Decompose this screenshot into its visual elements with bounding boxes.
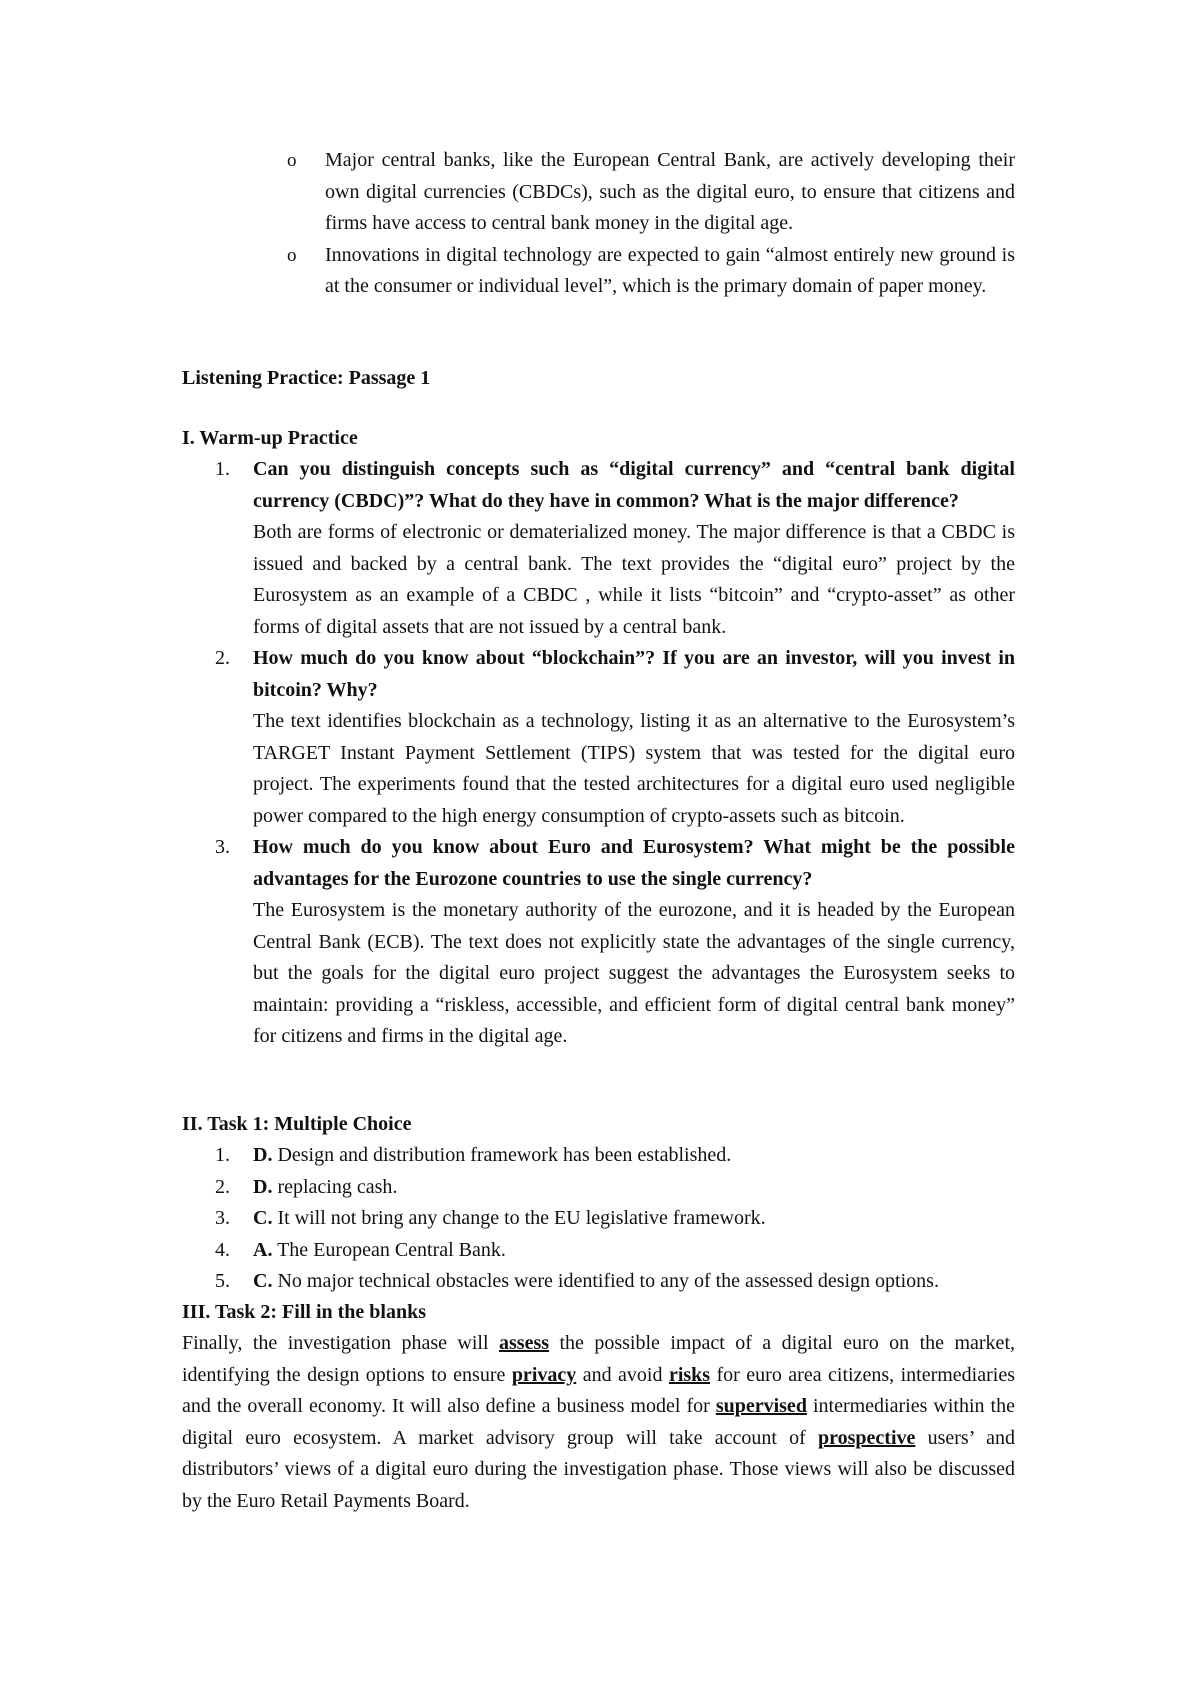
fill-answer: prospective — [817, 1426, 916, 1449]
question-number: 3. — [215, 836, 230, 858]
bullet-item — [285, 240, 1015, 303]
warmup-question — [215, 454, 1015, 643]
fill-in-paragraph — [182, 1328, 1015, 1517]
bullet-marker: o — [287, 244, 297, 266]
mc-text: The European Central Bank. — [277, 1238, 506, 1261]
mc-answer-item — [215, 1140, 1015, 1172]
mc-letter: C. — [253, 1270, 273, 1292]
question-text: How much do you know about “blockchain”? If you are an investor, will you invest in bitcoin? Why? — [253, 647, 1015, 701]
question-text: Can you distinguish concepts such as “digital currency” and “central bank digital currency (CBDC)”? What do they have in common? What is the major difference? — [253, 458, 1015, 512]
fill-text: for euro area citizens, intermediaries and the overall economy. It will also define a business model for — [182, 1363, 1015, 1417]
bullet-marker: o — [287, 150, 297, 171]
bullet-list — [285, 145, 1015, 303]
mc-number: 3. — [215, 1207, 230, 1229]
mc-text: replacing cash. — [277, 1175, 398, 1198]
mc-letter: D. — [253, 1175, 273, 1198]
mc-number: 1. — [215, 1144, 230, 1166]
mc-letter: A. — [253, 1238, 273, 1261]
task2-heading: III. Task 2: Fill in the blanks — [182, 1301, 426, 1323]
question-number: 2. — [215, 647, 230, 669]
fill-text: intermediaries within the digital euro ecosystem. A market advisory group will take account of — [182, 1395, 1015, 1449]
fill-answer: privacy — [511, 1363, 577, 1386]
fill-text: the possible impact of a digital euro on the market, identifying the design options to ensure — [182, 1332, 1015, 1386]
warmup-heading: I. Warm-up Practice — [182, 427, 358, 449]
warmup-question — [215, 643, 1015, 832]
fill-answer: assess — [499, 1332, 550, 1354]
multiple-choice-list — [215, 1140, 1015, 1298]
fill-answer: supervised — [715, 1395, 807, 1417]
mc-number: 5. — [215, 1270, 230, 1292]
answer-text: The Eurosystem is the monetary authority of the eurozone, and it is headed by the European Central Bank (ECB). The text does not explicitly state the advantages of the single currency, but the goals for the digital euro project suggest the advantages the Eurosystem seeks to maintain: providing a “riskless, accessible, and efficient form of digital central bank money” for citizens and firms in the digital age. — [253, 899, 1015, 1047]
fill-text: and avoid — [576, 1363, 669, 1386]
mc-answer-item — [215, 1203, 1015, 1235]
answer-text: Both are forms of electronic or dematerialized money. The major difference is that a CBDC is issued and backed by a central bank. The text provides the “digital euro” project by the Eurosystem as an example of a CBDC , while it lists “bitcoin” and “crypto-asset” as other forms of digital assets that are not issued by a central bank. — [253, 521, 1015, 638]
fill-text: Finally, the investigation phase will — [182, 1332, 499, 1354]
answer-text: The text identifies blockchain as a technology, listing it as an alternative to the Eurosystem’s TARGET Instant Payment Settlement (TIPS) system that was tested for the digital euro project. The experiments found that the tested architectures for a digital euro used negligible power compared to the high energy consumption of crypto-assets such as bitcoin. — [253, 710, 1015, 827]
question-text: How much do you know about Euro and Eurosystem? What might be the possible advantages for the Eurozone countries to use the single currency? — [253, 836, 1015, 890]
question-number: 1. — [215, 458, 230, 480]
task1-heading: II. Task 1: Multiple Choice — [182, 1113, 412, 1135]
warmup-question — [215, 832, 1015, 1053]
mc-text: Design and distribution framework has been established. — [277, 1144, 732, 1166]
fill-text: users’ and distributors’ views of a digital euro during the investigation phase. Those views will also be discussed by the Euro Retail Payments Board. — [182, 1426, 1015, 1512]
mc-text: It will not bring any change to the EU legislative framework. — [277, 1207, 766, 1229]
bullet-text: Major central banks, like the European Central Bank, are actively developing their own digital currencies (CBDCs), such as the digital euro, to ensure that citizens and firms have access to central bank money in the digital age. — [325, 149, 1015, 234]
listening-title: Listening Practice: Passage 1 — [182, 367, 431, 389]
warmup-question-list — [215, 454, 1015, 1053]
bullet-item — [285, 145, 1015, 240]
mc-letter: D. — [253, 1144, 273, 1166]
mc-number: 4. — [215, 1238, 230, 1261]
mc-answer-item — [215, 1266, 1015, 1298]
mc-letter: C. — [253, 1207, 273, 1229]
mc-answer-item — [215, 1235, 1015, 1267]
mc-text: No major technical obstacles were identified to any of the assessed design options. — [277, 1270, 939, 1292]
mc-number: 2. — [215, 1175, 230, 1198]
mc-answer-item — [215, 1172, 1015, 1204]
bullet-text: Innovations in digital technology are expected to gain “almost entirely new ground is at the consumer or individual level”, which is the primary domain of paper money. — [325, 243, 1015, 297]
fill-answer: risks — [668, 1363, 711, 1386]
